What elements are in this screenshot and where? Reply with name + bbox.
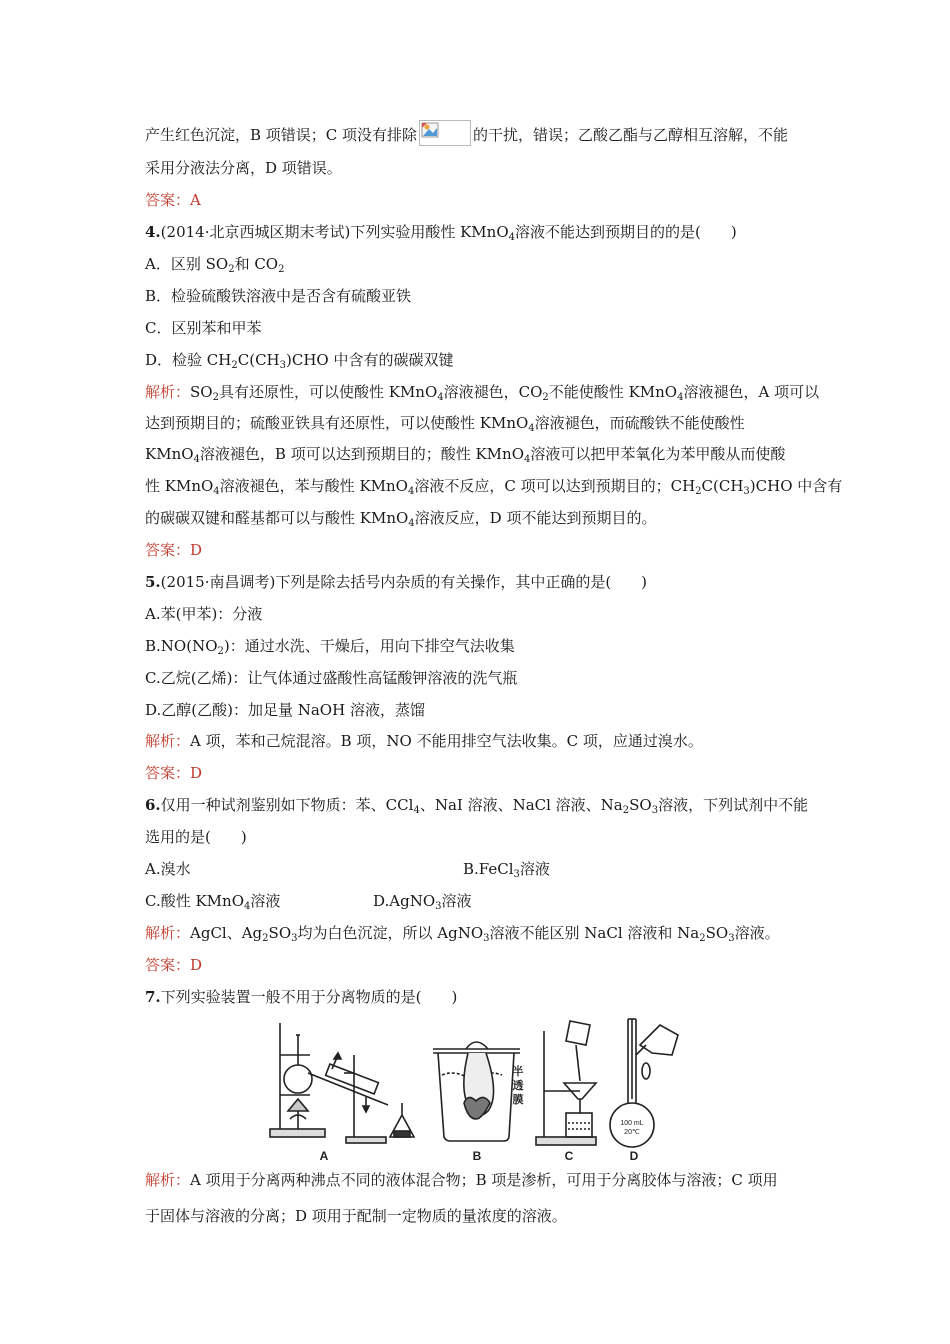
- question-7-stem: 7.下列实验装置一般不用于分离物质的是( ): [145, 988, 458, 1006]
- question-6-option-a: A.溴水: [145, 860, 191, 878]
- broken-image-icon: [419, 120, 471, 146]
- question-4-option-b: B．检验硫酸铁溶液中是否含有硫酸亚铁: [145, 287, 412, 305]
- question-6-stem: 6.仅用一种试剂鉴别如下物质：苯、CCl$_4$、NaI 溶液、NaCl 溶液、$Na_2SO_3$溶液，下列试剂中不能: [145, 796, 809, 816]
- question-6-option-b: B.FeCl$_3$溶液: [463, 860, 550, 880]
- question-4-analysis-line-3: KMnO$_4$溶液褪色，B 项可以达到预期目的；酸性 KMnO$_4$溶液可以把甲苯氧化为苯甲酸从而使酸: [145, 445, 786, 465]
- question-5-answer: 答案：D: [145, 764, 203, 782]
- lab-apparatus-figure: [268, 1015, 688, 1165]
- question-5-analysis: 解析：A 项，苯和己烷混溶。B 项，NO 不能用排空气法收集。C 项，应通过溴水。: [145, 732, 703, 750]
- question-6-option-d: D.AgNO$_3$溶液: [373, 892, 472, 912]
- prev-answer: 答案：A: [145, 191, 201, 209]
- question-4-analysis-line-4: 性 KMnO$_4$溶液褪色，苯与酸性 KMnO$_4$溶液不反应，C 项可以达到预期目的；$CH_2C(CH_3)CHO$ 中含有: [145, 477, 843, 497]
- question-4-analysis-line-2: 达到预期目的；硫酸亚铁具有还原性，可以使酸性 KMnO$_4$溶液褪色，而硫酸铁不能使酸性: [145, 414, 745, 434]
- question-5-stem: 5.(2015·南昌调考)下列是除去括号内杂质的有关操作，其中正确的是( ): [145, 573, 648, 591]
- flask-volume-label: 100 mL: [620, 1120, 644, 1127]
- question-4-option-c: C．区别苯和甲苯: [145, 319, 262, 337]
- flask-temp-label: 20℃: [624, 1129, 640, 1136]
- membrane-label-2: 透: [512, 1079, 524, 1092]
- question-4-option-a: A．区别 $SO_2$和 $CO_2$: [145, 255, 285, 275]
- question-6-stem-line-2: 选用的是( ): [145, 828, 247, 846]
- question-7-analysis-line-1: 解析：A 项用于分离两种沸点不同的液体混合物；B 项是渗析，可用于分离胶体与溶液；C 项用: [145, 1171, 778, 1189]
- figure-label-d: D: [629, 1149, 639, 1163]
- prev-analysis-line-2: 采用分液法分离，D 项错误。: [145, 159, 342, 177]
- question-4-analysis-line-5: 的碳碳双键和醛基都可以与酸性 KMnO$_4$溶液反应，D 项不能达到预期目的。: [145, 509, 657, 529]
- figure-label-b: B: [472, 1149, 482, 1163]
- question-5-option-d: D.乙醇(乙酸)：加足量 NaOH 溶液，蒸馏: [145, 701, 425, 719]
- question-5-option-b: $B.NO(NO_2)$：通过水洗、干燥后，用向下排空气法收集: [145, 637, 515, 657]
- question-5-option-c: C.乙烷(乙烯)：让气体通过盛酸性高锰酸钾溶液的洗气瓶: [145, 669, 518, 687]
- membrane-label-3: 膜: [512, 1093, 524, 1106]
- question-4-stem: 4.(2014·北京西城区期末考试)下列实验用酸性 KMnO$_4$溶液不能达到预期目的的是( ): [145, 223, 737, 243]
- distillation-apparatus: [270, 1023, 414, 1143]
- volumetric-flask-apparatus: [610, 1019, 678, 1147]
- question-5-option-a: A.苯(甲苯)：分液: [145, 605, 263, 623]
- figure-label-c: C: [564, 1149, 574, 1163]
- question-7-analysis-line-2: 于固体与溶液的分离；D 项用于配制一定物质的量浓度的溶液。: [145, 1207, 567, 1225]
- question-4-analysis-line-1: 解析：$SO_2$具有还原性，可以使酸性 KMnO$_4$溶液褪色，$CO_2$不能使酸性 KMnO$_4$溶液褪色，A 项可以: [145, 383, 820, 403]
- question-4-answer: 答案：D: [145, 541, 203, 559]
- figure-label-a: A: [319, 1149, 329, 1163]
- question-6-answer: 答案：D: [145, 956, 203, 974]
- question-4-option-d: D．检验 $CH_2C(CH_3)CHO$ 中含有的碳碳双键: [145, 351, 454, 371]
- membrane-label-1: 半: [512, 1065, 524, 1078]
- question-6-analysis: 解析：AgCl、$Ag_2SO_3$均为白色沉淀，所以 AgNO$_3$溶液不能区别 NaCl 溶液和 $Na_2SO_3$溶液。: [145, 924, 780, 944]
- question-6-option-c: C.酸性 KMnO$_4$溶液: [145, 892, 281, 912]
- dialysis-apparatus: [433, 1042, 520, 1141]
- filtration-apparatus: [536, 1021, 596, 1145]
- prev-analysis-line-1: 产生红色沉淀，B 项错误；C 项没有排除 的干扰，错误；乙酸乙酯与乙醇相互溶解，不能: [145, 120, 788, 146]
